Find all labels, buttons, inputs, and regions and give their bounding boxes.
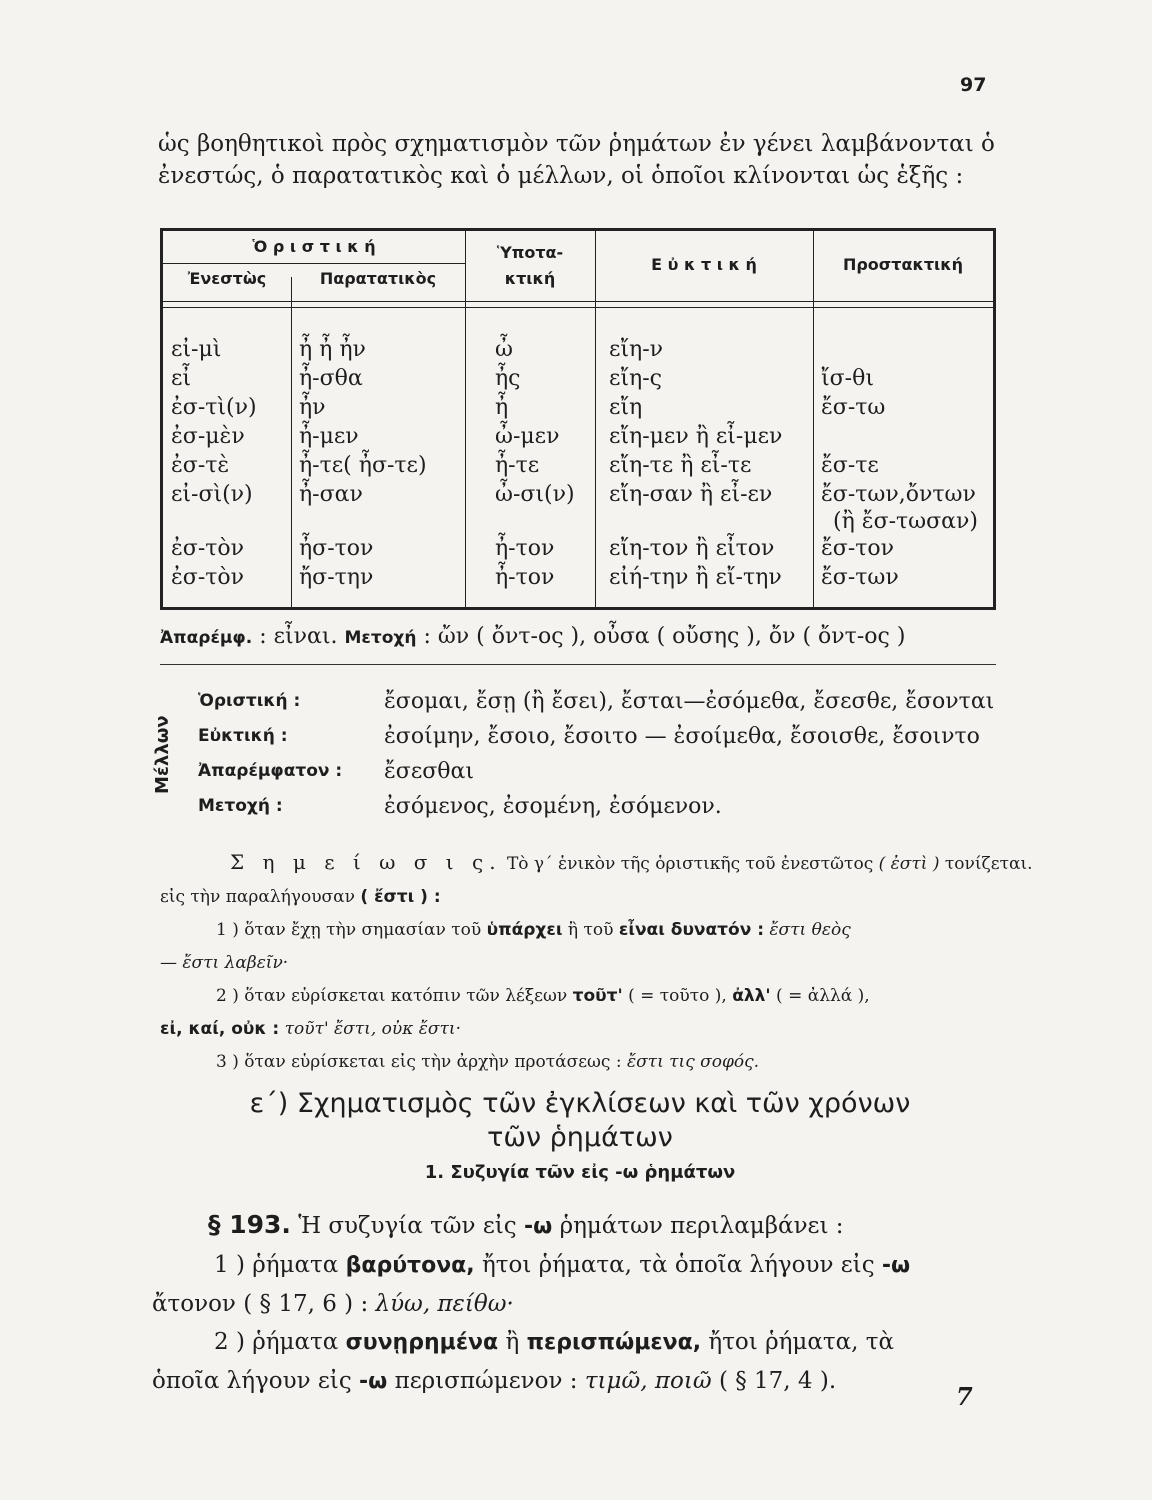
table-cell: ἐσ-τὲ [171, 453, 230, 478]
conjugation-table [160, 228, 996, 610]
note-line [160, 1013, 1000, 1046]
note-text: 1 ) ὅταν ἔχῃ τὴν σημασίαν τοῦ [216, 920, 482, 940]
table-cell: ὦ [495, 337, 513, 362]
table-cell: ἔσ-τε [821, 453, 879, 478]
note-line [160, 881, 1000, 914]
note-text: 3 ) ὅταν εὑρίσκεται εἰς τὴν ἀρχὴν προτάσεως : [216, 1052, 622, 1072]
body-span: 2 ) ῥήματα [214, 1329, 339, 1355]
table-cell: ἐσ-τὶ(ν) [171, 395, 257, 420]
body-span: ἢ [505, 1329, 520, 1355]
column-prostaktiki [821, 335, 978, 592]
body-span: ἤτοι ῥήματα, τὰ ὁποῖα λήγουν εἰς [481, 1252, 875, 1278]
body-italic: λύω, πείθω· [375, 1291, 514, 1317]
table-cell: ἦσ-τον [299, 536, 374, 561]
note-bold: ἀλλ' [732, 986, 771, 1006]
note-italic: — ἔστι λαβεῖν· [160, 953, 289, 973]
aparemfato-line [160, 624, 905, 649]
table-divider [163, 263, 465, 264]
body-bold: περισπώμενα, [526, 1330, 702, 1355]
table-cell [821, 422, 978, 451]
note-line [160, 1046, 1000, 1079]
future-row-value: ἔσεσθαι [384, 759, 474, 784]
table-cell: ἴσ-θι [821, 366, 874, 391]
future-row-label: Ἀπαρέμφατον : [198, 761, 343, 781]
header-ypotaktiki: Ὑποτα- [496, 243, 564, 262]
body-span: περισπώμενον : [394, 1368, 578, 1394]
table-cell: ἦ ἦ ἦν [299, 337, 366, 362]
table-divider [291, 277, 292, 607]
table-cell: εἰ-μὶ [171, 337, 222, 362]
note-text: τονίζεται. [944, 854, 1033, 874]
future-row-value: ἐσόμενος, ἐσομένη, ἐσόμενον. [384, 794, 722, 819]
body-line [152, 1246, 998, 1285]
note-text: ἢ τοῦ [567, 920, 614, 940]
table-gap [495, 509, 575, 534]
header-paratatikos: Παρατατικὸς [319, 269, 437, 288]
intro-line: ἐνεστώς, ὁ παρατατικὸς καὶ ὁ μέλλων, οἱ ὁποῖοι κλίνονται ὡς ἑξῆς : [158, 163, 964, 189]
table-cell: εἴη-τε ἢ εἶ-τε [609, 453, 752, 478]
table-cell: ἦ [495, 395, 509, 420]
note-line [160, 947, 1000, 980]
aparemfato-value: : εἶναι. [259, 624, 338, 649]
table-divider [813, 231, 814, 607]
body-span: ἤτοι ῥήματα, τὰ [708, 1329, 895, 1355]
table-cell: εἴη-τον ἢ εἶτον [609, 536, 775, 561]
note-bold: τοῦτ' [572, 986, 623, 1006]
divider-rule [160, 664, 996, 665]
note-bold: εἰ, καί, οὐκ : [160, 1019, 280, 1039]
table-cell: (ἢ ἔσ-τωσαν) [833, 509, 978, 534]
table-divider [163, 307, 993, 308]
body-span: 1 ) ῥήματα [214, 1252, 339, 1278]
table-cell: ἦ-σαν [299, 482, 363, 507]
note-text: 2 ) ὅταν εὑρίσκεται κατόπιν τῶν λέξεων [216, 986, 568, 1006]
body-span: ὁποῖα λήγουν εἰς [152, 1368, 352, 1394]
body-line [152, 1206, 998, 1246]
note-text: ( = ἀλλά ), [776, 986, 870, 1006]
note-line [160, 914, 1000, 947]
table-divider [595, 231, 596, 607]
intro-paragraph [158, 128, 998, 192]
future-side-label: Μέλλων [152, 715, 173, 795]
note-italic: ( ἐστὶ ) [878, 854, 940, 874]
body-bold: -ω [523, 1214, 553, 1239]
table-gap [171, 509, 257, 534]
column-enestos [171, 335, 257, 592]
table-cell: εἴη-ν [609, 337, 664, 362]
note-bold: εἶναι δυνατόν : [618, 920, 765, 940]
table-cell: ὦ-μεν [495, 424, 560, 449]
table-cell: ἔσ-των,ὄντων [821, 482, 976, 507]
table-cell: εἴη [609, 395, 643, 420]
header-enestos: Ἐνεστὼς [187, 269, 267, 288]
note-italic: τοῦτ' ἔστι, οὐκ ἔστι· [284, 1019, 461, 1039]
future-row-label: Εὐκτική : [198, 726, 288, 746]
table-cell: εἴη-ς [609, 366, 662, 391]
metochi-value: : ὤν ( ὄντ-ος ), οὖσα ( οὔσης ), ὄν ( ὄντ-ος ) [423, 624, 906, 649]
signature-mark: 7 [956, 1382, 973, 1411]
body-bold: συνῃρημένα [345, 1330, 499, 1355]
section-heading: ε΄) Σχηματισμὸς τῶν ἐγκλίσεων καὶ τῶν χρόνων [249, 1088, 911, 1119]
future-row-value: ἐσοίμην, ἔσοιο, ἔσοιτο — ἐσοίμεθα, ἔσοισθε, ἔσοιντο [384, 724, 980, 749]
column-paratatikos [299, 335, 427, 592]
notes-block [160, 846, 1033, 1079]
table-cell: ἦ-τον [495, 536, 555, 561]
table-cell: ἦ-σθα [299, 366, 363, 391]
future-row-label: Μετοχή : [198, 796, 283, 816]
note-line [160, 846, 1033, 881]
note-bold: ὑπάρχει [486, 920, 563, 940]
body-span: ἄτονον ( § 17, 6 ) : [152, 1291, 369, 1317]
header-efktiki: Ε ὐ κ τ ι κ ή [651, 255, 757, 274]
table-gap [609, 509, 782, 534]
table-cell: ἤσ-την [299, 565, 374, 590]
table-cell: ὦ-σι(ν) [495, 482, 575, 507]
column-ypotaktiki [495, 335, 575, 592]
table-cell: ἦν [299, 395, 326, 420]
table-cell: εἰ-σὶ(ν) [171, 482, 253, 507]
section-subheading: 1. Συζυγία τῶν εἰς -ω ῥημάτων [424, 1162, 736, 1183]
note-italic: ἔστι θεὸς [769, 920, 851, 940]
table-cell [821, 335, 978, 364]
body-bold: βαρύτονα, [345, 1253, 475, 1278]
header-oristiki: Ὁ ρ ι σ τ ι κ ή [252, 237, 376, 256]
note-italic: ἔστι τις σοφός. [626, 1052, 760, 1072]
table-cell: ἐσ-τὸν [171, 565, 245, 590]
table-cell: ἔσ-τω [821, 395, 886, 420]
body-italic: τιμῶ, ποιῶ [584, 1368, 712, 1394]
note-text: εἰς τὴν παραλήγουσαν [160, 887, 355, 907]
header-ypotaktiki: κτική [504, 269, 556, 288]
table-cell: ἔσ-τον [821, 536, 895, 561]
future-row-label: Ὁριστική : [198, 691, 301, 711]
paragraph-number: § 193. [208, 1210, 291, 1239]
table-cell: εἴη-σαν ἢ εἶ-εν [609, 482, 773, 507]
body-line [152, 1285, 998, 1323]
table-cell: ἦ-τον [495, 565, 555, 590]
body-text [152, 1206, 998, 1401]
body-bold: -ω [359, 1369, 388, 1394]
header-prostaktiki: Προστακτική [842, 255, 964, 274]
table-cell: ἦ-μεν [299, 424, 359, 449]
body-bold: -ω [881, 1253, 911, 1278]
table-cell: εἴη-μεν ἢ εἶ-μεν [609, 424, 783, 449]
note-text: Τὸ γ΄ ἑνικὸν τῆς ὁριστικῆς τοῦ ἐνεστῶτος [506, 854, 874, 874]
table-cell: ἦ-τε [495, 453, 540, 478]
note-bold: ( ἔστι ) : [360, 887, 441, 907]
page-number: 97 [960, 74, 987, 96]
table-cell: εἰή-την ἢ εἴ-την [609, 565, 782, 590]
note-title: Σ η μ ε ί ω σ ι ς. [230, 850, 502, 874]
table-cell: ἐσ-τὸν [171, 536, 245, 561]
table-divider [163, 301, 993, 302]
body-line [152, 1323, 998, 1362]
note-line [160, 980, 1000, 1013]
table-gap [299, 509, 427, 534]
body-line [152, 1362, 998, 1401]
metochi-label: Μετοχή [344, 628, 417, 648]
table-cell: ἦ-τε( ἦσ-τε) [299, 453, 427, 478]
body-span: Ἡ συζυγία τῶν εἰς [298, 1213, 517, 1239]
aparemfato-label: Ἀπαρέμφ. [160, 628, 253, 648]
table-cell: ἔσ-των [821, 565, 899, 590]
note-text: ( = τοῦτο ), [628, 986, 727, 1006]
body-span: ( § 17, 4 ). [718, 1368, 837, 1394]
intro-line: ὡς βοηθητικοὶ πρὸς σχηματισμὸν τῶν ῥημάτων ἐν γένει λαμβάνονται ὁ [158, 131, 995, 157]
body-span: ῥημάτων περιλαμβάνει : [559, 1213, 844, 1239]
column-efktiki [609, 335, 782, 592]
table-cell: εἶ [171, 366, 192, 391]
table-cell: ἐσ-μὲν [171, 424, 245, 449]
section-heading: τῶν ῥημάτων [487, 1122, 673, 1153]
future-row-value: ἔσομαι, ἔσῃ (ἢ ἔσει), ἔσται—ἐσόμεθα, ἔσεσθε, ἔσονται [384, 689, 995, 714]
table-cell: ἦς [495, 366, 521, 391]
